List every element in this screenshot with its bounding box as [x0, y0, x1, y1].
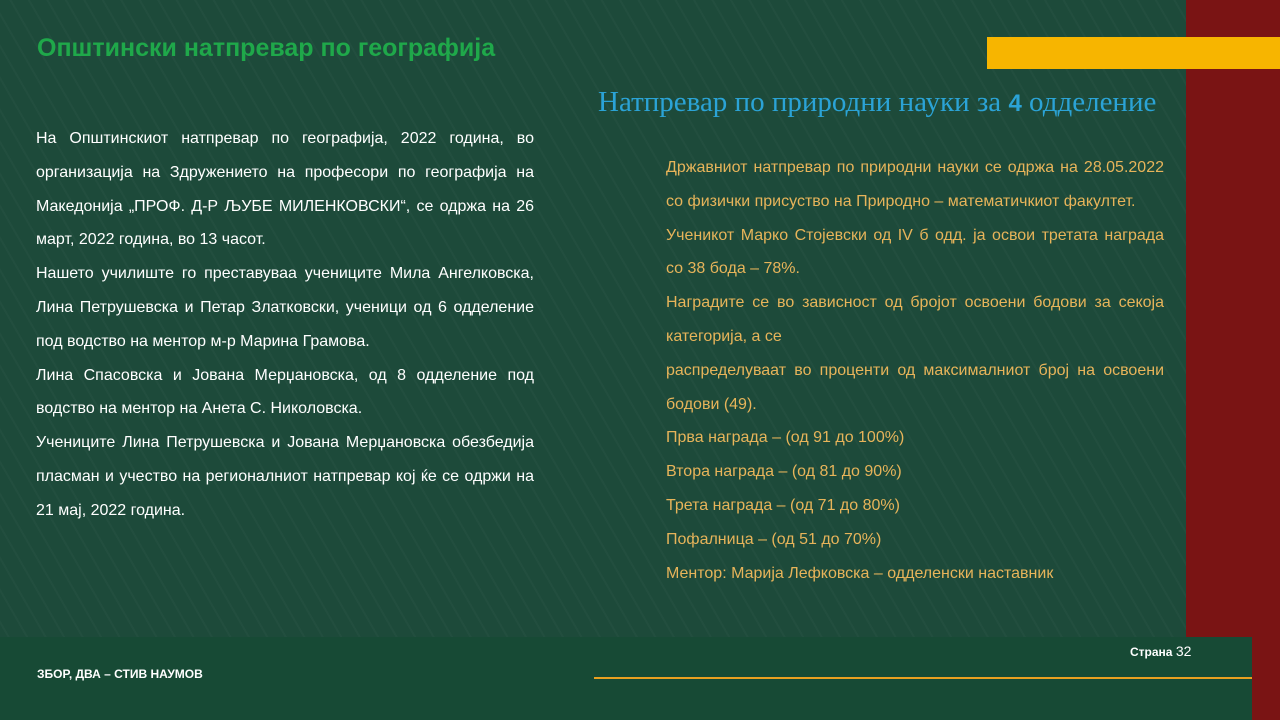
left-paragraph: Лина Спасовска и Јована Мерџановска, од 8 одделение под водство на ментор на Анета С. Николовска.: [36, 366, 534, 418]
right-text-column: [666, 151, 1164, 590]
left-paragraph: Нашето училиште го преставуваа учениците Мила Ангелковска, Лина Петрушевска и Петар Златковски, ученици од 6 одделение под водство на ментор м-р Марина Грамова.: [36, 265, 534, 350]
mentor-line: Ментор: Марија Лефковска – одделенски наставник: [666, 564, 1054, 582]
slide-title: Општински натпревар по географија: [37, 34, 496, 62]
section-title: [598, 86, 1156, 119]
section-title-suffix: одделение: [1029, 86, 1157, 118]
award-third: Трета награда – (од 71 до 80%): [666, 496, 900, 514]
right-paragraph: Наградите се во зависност од бројот освоени бодови за секоја категорија, а се: [666, 294, 1164, 345]
yellow-accent-bar: [987, 37, 1280, 69]
right-paragraph: Државниот натпревар по природни науки се одржа на 28.05.2022 со физички присуство на Природно – математичкиот факултет.: [666, 159, 1164, 210]
red-accent-band: [1186, 0, 1280, 720]
page-number: [1130, 643, 1191, 659]
footer-divider-line: [594, 677, 1252, 679]
award-commendation: Пофалница – (од 51 до 70%): [666, 530, 882, 548]
right-paragraph: Ученикот Марко Стојевски од IV б одд. ја освои третата награда со 38 бода – 78%.: [666, 226, 1164, 278]
left-paragraph: На Општинскиот натпревар по географија, 2022 година, во организација на Здружението на професори по географија на Македонија „ПРОФ. Д-Р ЉУБЕ МИЛЕНКОВСКИ“, се одржа на 26 март, 2022 година, во 13 часот.: [36, 130, 534, 249]
left-text-column: [36, 122, 534, 528]
page-label: Страна: [1130, 645, 1173, 659]
section-title-grade: 4: [1008, 90, 1022, 117]
award-second: Втора награда – (од 81 до 90%): [666, 463, 902, 481]
footer-source-text: ЗБОР, ДВА – СТИВ НАУМОВ: [37, 667, 203, 681]
left-paragraph: Учениците Лина Петрушевска и Јована Мерџановска обезбедија пласман и учество на регионалниот натпревар кој ќе се одржи на 21 мај, 2022 година.: [36, 434, 534, 519]
award-first: Прва награда – (од 91 до 100%): [666, 429, 905, 447]
page-number-value: 32: [1175, 643, 1192, 659]
section-title-prefix: Натпревар по природни науки за: [598, 86, 1002, 118]
right-paragraph: распределуваат во проценти од максималниот број на освоени бодови (49).: [666, 361, 1164, 413]
